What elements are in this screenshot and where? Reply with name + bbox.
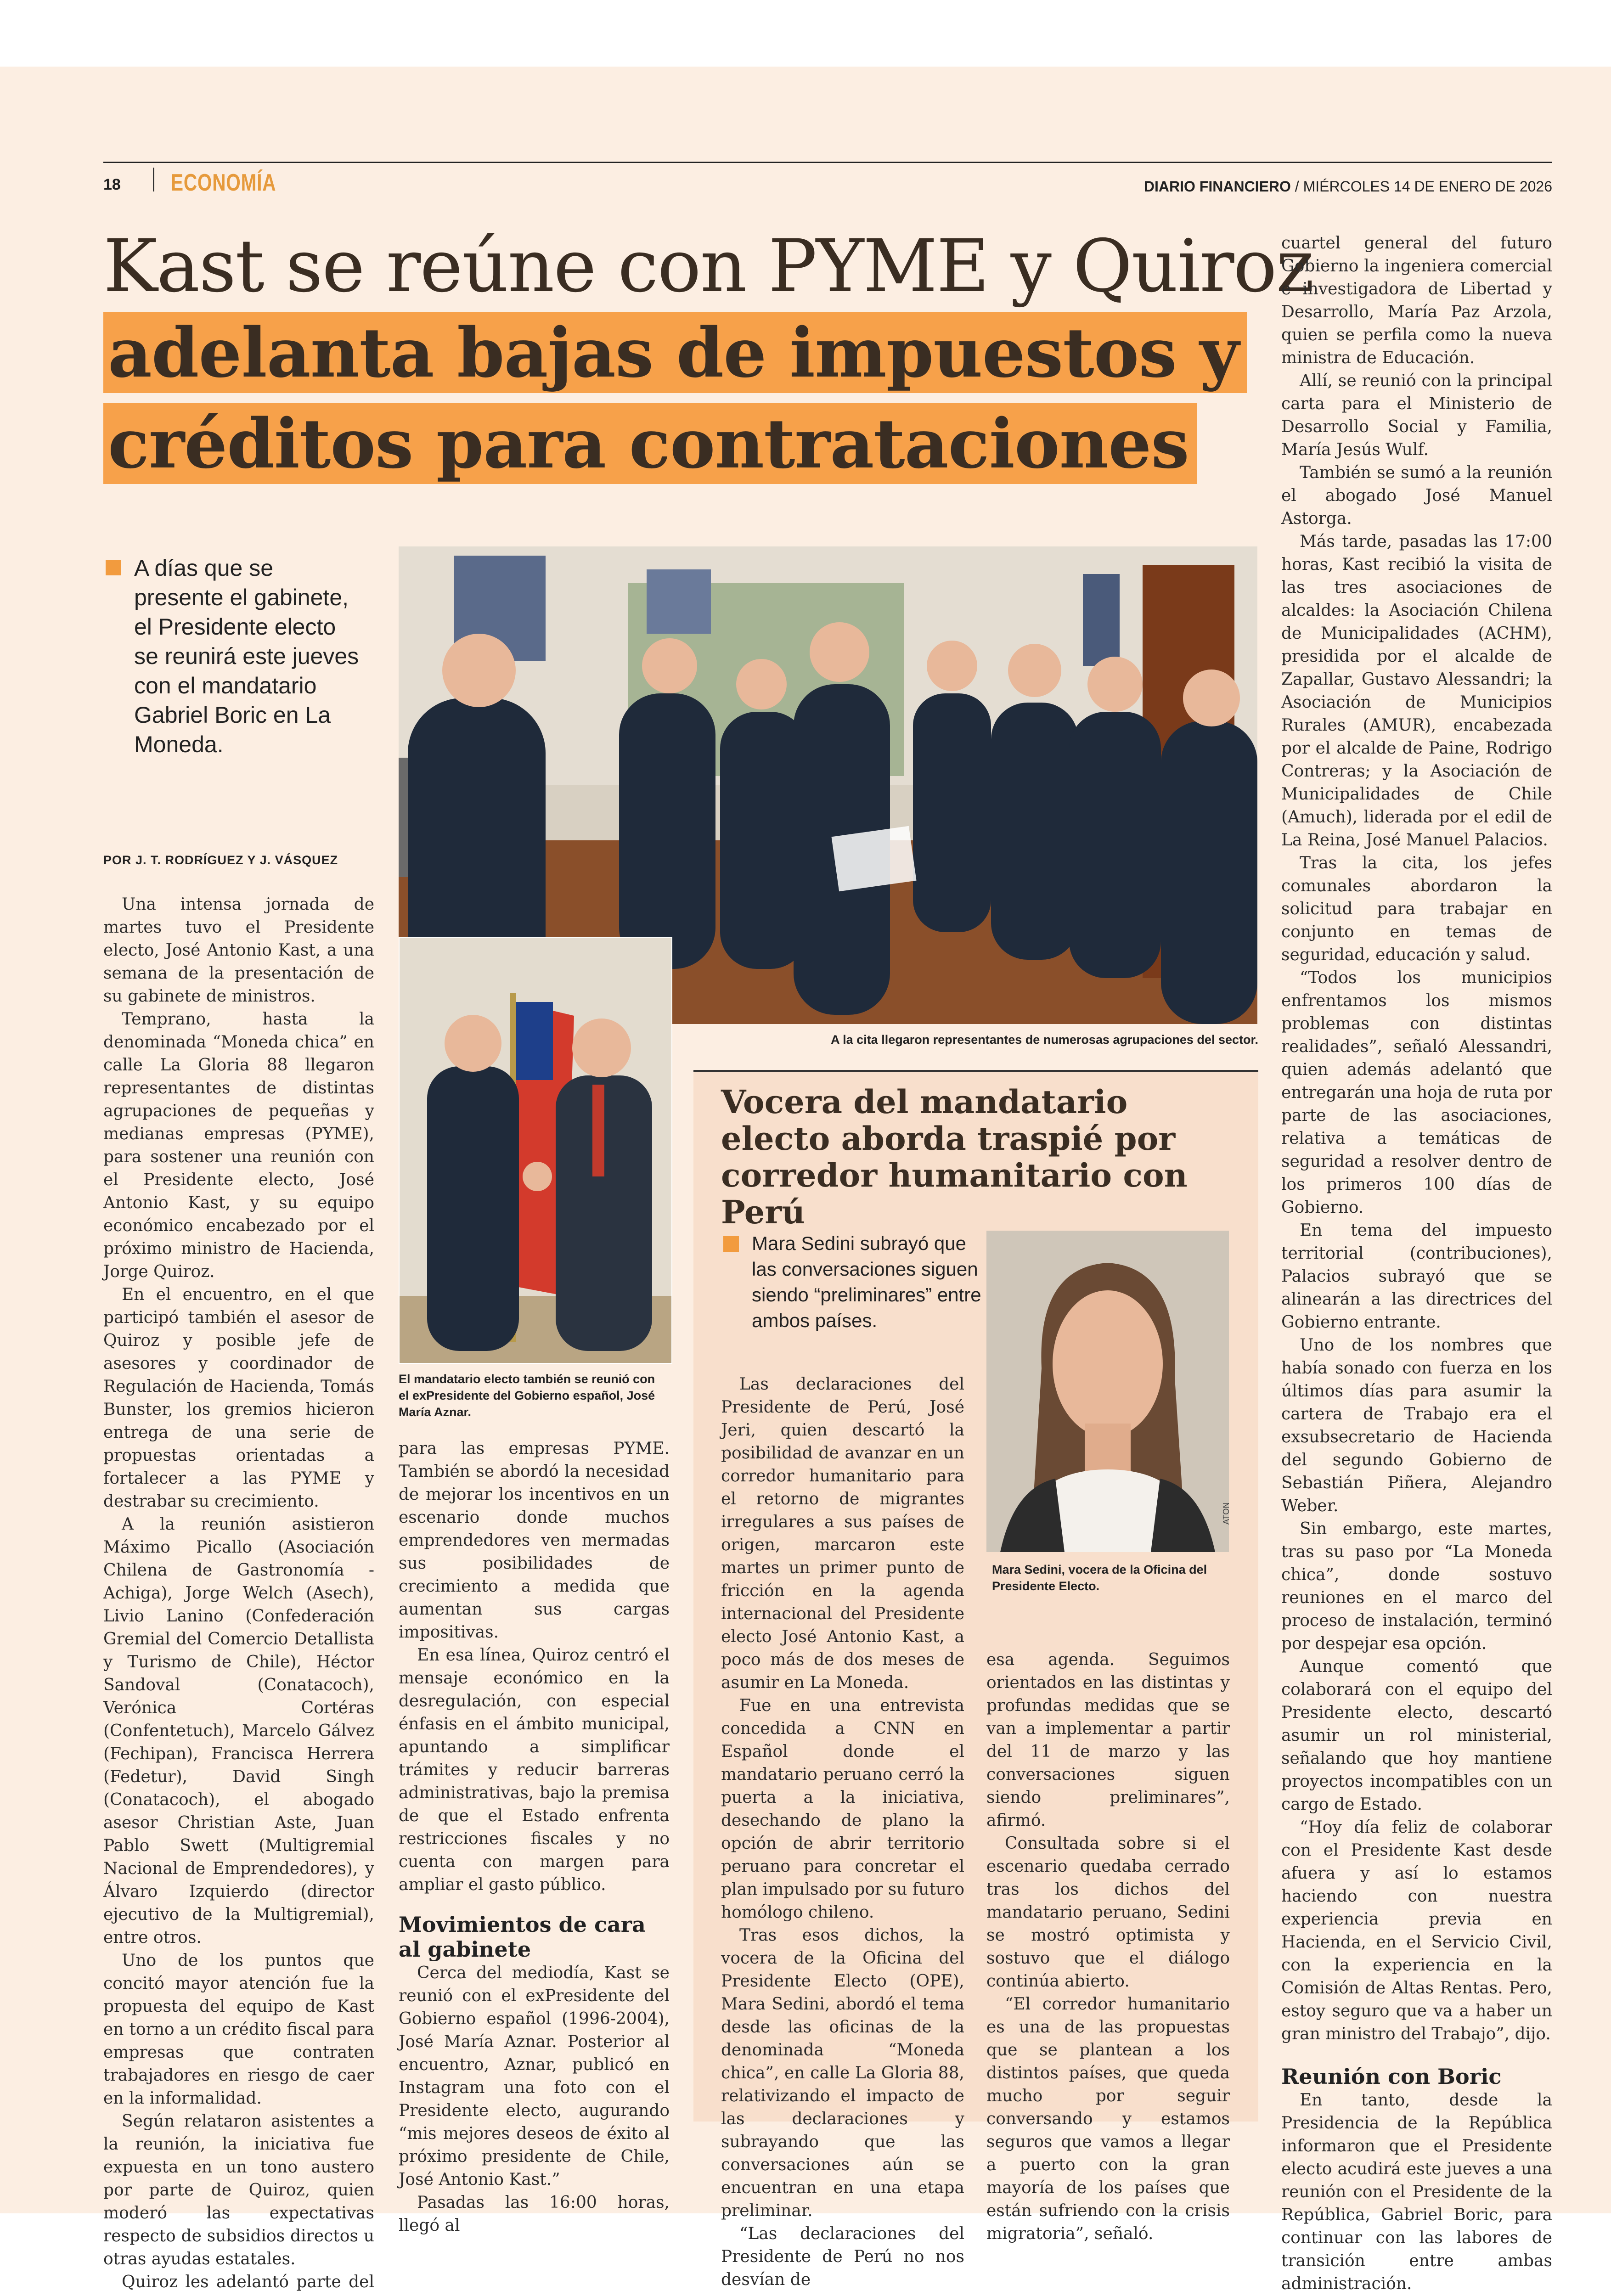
body-column-4 bbox=[1281, 232, 1552, 2296]
paragraph: “Todos los municipios enfrentamos los mismos problemas con distintas realidades”, señaló Alessandri, quien además adelantó que entregarán una hoja de ruta por parte de las asociaciones, relativa a temáticas de seguridad a resolver dentro de los primeros 100 días de Gobierno. bbox=[1281, 968, 1552, 1217]
subhead-gabinete: Movimientos de cara al gabinete bbox=[399, 1912, 646, 1962]
paragraph: Uno de los puntos que concitó mayor atención fue la propuesta del equipo de Kast en torno a un crédito fiscal para empresas que contraten trabajadores en riesgo de caer en la informalidad. bbox=[103, 1951, 374, 2108]
paragraph: Consultada sobre si el escenario quedaba cerrado tras los dichos del mandatario peruano, Sedini se mostró optimista y sostuvo que el diálogo continúa abierto. bbox=[986, 1834, 1230, 1991]
paragraph: Tras la cita, los jefes comunales abordaron la solicitud para trabajar en conjunto en temas de seguridad, educación y salud. bbox=[1281, 854, 1552, 964]
paragraph: Fue en una entrevista concedida a CNN en Español donde el mandatario peruano cerró la puerta a la iniciativa, desechando de plano la opción de abrir territorio peruano para concretar el plan impulsado por su futuro homólogo chileno. bbox=[721, 1696, 964, 1922]
paragraph: A la reunión asistieron Máximo Picallo (Asociación Chilena de Gastronomía -Achiga), Jorge Welch (Asech), Livio Lanino (Confederación Gremial del Comercio Detallista y Turismo de Chile), Héctor Sandoval (Conatacoch), Verónica Cortéras (Confentetuch), Marcelo Gálvez (Fechipan), Francisca Herrera (Fedetur), David Singh (Conatacoch), el abogado asesor Christian Aste, Juan Pablo Swett (Multigremial Nacional de Emprendedores), y Álvaro Izquierdo (director ejecutivo de la Multigremial), entre otros. bbox=[103, 1515, 374, 1947]
dateline: DIARIO FINANCIERO / MIÉRCOLES 14 DE ENERO DE 2026 bbox=[1143, 178, 1552, 195]
paragraph: En el encuentro, en el que participó también el asesor de Quiroz y posible jefe de asesores y coordinador de Regulación de Hacienda, Tomás Bunster, los gremios hicieron entrega de una serie de propuestas orientadas a fortalecer a las PYME y destrabar su crecimiento. bbox=[103, 1285, 374, 1511]
sidebar-lede-text: Mara Sedini subrayó que las conversaciones siguen siendo “preliminares” entre ambos países. bbox=[752, 1232, 981, 1331]
handshake-photo-illustration bbox=[400, 938, 671, 1363]
sedini-photo-caption: Mara Sedini, vocera de la Oficina del Presidente Electo. bbox=[992, 1563, 1207, 1593]
page-number: 18 bbox=[103, 176, 121, 193]
paragraph: Temprano, hasta la denominada “Moneda chica” en calle La Gloria 88 llegaron representantes de distintas agrupaciones de pequeñas y medianas empresas (PYME), para sostener una reunión con el Presidente electo, José Antonio Kast, y su equipo económico encabezado por el próximo ministro de Hacienda, Jorge Quiroz. bbox=[103, 1010, 374, 1281]
main-photo-caption: A la cita llegaron representantes de numerosas agrupaciones del sector. bbox=[831, 1033, 1258, 1047]
paragraph: para las empresas PYME. También se abordó la necesidad de mejorar los incentivos en un escenario donde muchos emprendedores ven mermadas sus posibilidades de crecimiento a medida que aumentan sus cargas impositivas. bbox=[399, 1439, 670, 1642]
sedini-photo bbox=[986, 1231, 1229, 1552]
paragraph: Tras esos dichos, la vocera de la Oficina del Presidente Electo (OPE), Mara Sedini, abordó el tema desde las oficinas de la denominada “Moneda chica”, en calle La Gloria 88, relativizando el impacto de las declaraciones y subrayando que las conversaciones aún se encuentran en una etapa preliminar. bbox=[721, 1926, 964, 2220]
paragraph: Allí, se reunió con la principal carta para el Ministerio de Desarrollo Social y Familia, María Jesús Wulf. bbox=[1281, 371, 1552, 459]
section-label: ECONOMÍA bbox=[171, 169, 276, 196]
body-column-2 bbox=[399, 1437, 670, 2237]
paragraph: Pasadas las 16:00 horas, llegó al bbox=[399, 2193, 670, 2235]
paragraph: En esa línea, Quiroz centró el mensaje económico en la desregulación, con especial énfasis en el ámbito municipal, apuntando a simplificar trámites y reducir barreras administrativas, bajo la premisa de que el Estado enfrenta restricciones fiscales y no cuenta con margen para ampliar el gasto público. bbox=[399, 1646, 670, 1894]
byline: POR J. T. RODRÍGUEZ Y J. VÁSQUEZ bbox=[103, 853, 338, 867]
paragraph: “Hoy día feliz de colaborar con el Presidente Kast desde afuera y así lo estamos haciendo con nuestra experiencia previa en Hacienda, en el Servicio Civil, con la experiencia en la Comisión de Altas Rentas. Pero, estoy seguro que va a haber un gran ministro del Trabajo”, dijo. bbox=[1281, 1818, 1552, 2043]
sidebar-rule bbox=[693, 1070, 1258, 1072]
headline-line-3: créditos para contrataciones bbox=[103, 403, 1197, 484]
headline bbox=[103, 220, 1313, 494]
sidebar-column-2 bbox=[986, 1649, 1230, 2245]
paragraph: Sin embargo, este martes, tras su paso por “La Moneda chica”, donde sostuvo reuniones en el marco del proceso de instalación, terminó por despejar esa opción. bbox=[1281, 1519, 1552, 1653]
publication-name: DIARIO FINANCIERO bbox=[1143, 178, 1291, 195]
paragraph: esa agenda. Seguimos orientados en las distintas y profundas medidas que se van a implementar a partir del 11 de marzo y las conversaciones siguen siendo preliminares”, afirmó. bbox=[986, 1650, 1230, 1830]
lede-text: A días que se presente el gabinete, el Presidente electo se reunirá este jueves con el mandatario Gabriel Boric en La Moneda. bbox=[134, 555, 359, 757]
paragraph: En tanto, desde la Presidencia de la República informaron que el Presidente electo acudirá este jueves a una reunión con el Presidente de la República, Gabriel Boric, para continuar con las labores de transición entre ambas administración. bbox=[1281, 2091, 1552, 2293]
paragraph: También se sumó a la reunión el abogado José Manuel Astorga. bbox=[1281, 463, 1552, 528]
paragraph: cuartel general del futuro Gobierno la ingeniera comercial e investigadora de Libertad y Desarrollo, María Paz Arzola, quien se perfila como la nueva ministra de Educación. bbox=[1281, 234, 1552, 367]
header-rule bbox=[103, 162, 1552, 163]
paragraph: Según relataron asistentes a la reunión, la iniciativa fue expuesta en un tono austero por parte de Quiroz, quien moderó las expectativas respecto de subsidios directos u otras ayudas estatales. bbox=[103, 2112, 374, 2268]
body-column-1 bbox=[103, 893, 374, 2296]
aznar-photo bbox=[399, 937, 672, 1364]
aznar-photo-caption: El mandatario electo también se reunió con el exPresidente del Gobierno español, José María Aznar. bbox=[399, 1372, 655, 1419]
headline-line-1: Kast se reúne con PYME y Quiroz bbox=[103, 224, 1313, 309]
portrait-illustration bbox=[986, 1231, 1229, 1552]
paragraph: Una intensa jornada de martes tuvo el Presidente electo, José Antonio Kast, a una semana de la presentación de su gabinete de ministros. bbox=[103, 895, 374, 1006]
paragraph: Las declaraciones del Presidente de Perú, José Jeri, quien descartó la posibilidad de avanzar en un corredor humanitario para el retorno de migrantes irregulares a sus países de origen, marcaron este martes un primer punto de fricción en la agenda internacional del Presidente electo José Antonio Kast, a poco más de dos meses de asumir en La Moneda. bbox=[721, 1375, 964, 1692]
paragraph: Más tarde, pasadas las 17:00 horas, Kast recibió la visita de las tres asociaciones de alcaldes: la Asociación Chilena de Municipalidades (ACHM), presidida por el alcalde de Zapallar, Gustavo Alessandri; la Asociación de Municipios Rurales (AMUR), encabezada por el alcalde de Paine, Rodrigo Contreras; y la Asociación de Municipalidades de Chile (Amuch), liderada por el edil de La Reina, José Manuel Palacios. bbox=[1281, 532, 1552, 850]
bullet-square-icon bbox=[106, 560, 121, 575]
photo-credit: ATON bbox=[1222, 1502, 1231, 1525]
subhead-boric: Reunión con Boric bbox=[1281, 2064, 1502, 2089]
paragraph: “El corredor humanitario es una de las propuestas que se plantean a los distintos países, que queda mucho por seguir conversando y estamos seguros que vamos a llegar a puerto con la gran mayoría de los países que están sufriendo con la crisis migratoria”, señaló. bbox=[986, 1995, 1230, 2243]
sidebar-title: Vocera del mandatario electo aborda traspié por corredor humanitario con Perú bbox=[721, 1083, 1188, 1231]
bullet-square-icon bbox=[723, 1236, 739, 1252]
headline-line-2: adelanta bajas de impuestos y bbox=[103, 312, 1247, 393]
paragraph: Aunque comentó que colaborará con el equipo del Presidente electo, descartó asumir un rol ministerial, señalando que hoy mantiene proyectos incompatibles con un cargo de Estado. bbox=[1281, 1657, 1552, 1814]
publication-date: MIÉRCOLES 14 DE ENERO DE 2026 bbox=[1303, 178, 1552, 195]
paragraph: Quiroz les adelantó parte del bbox=[122, 2273, 374, 2291]
paragraph: Cerca del mediodía, Kast se reunió con el exPresidente del Gobierno español (1996-2004), José María Aznar. Posterior al encuentro, Aznar, publicó en Instagram una foto con el Presidente electo, augurando “mis mejores deseos de éxito al próximo presidente de Chile, José Antonio Kast.” bbox=[399, 1964, 670, 2189]
sidebar-column-1 bbox=[721, 1373, 964, 2291]
header-separator bbox=[153, 168, 154, 191]
paragraph: “Las declaraciones del Presidente de Perú no nos desvían de bbox=[721, 2224, 964, 2289]
paragraph: Uno de los nombres que había sonado con fuerza en los últimos días para asumir la cartera de Trabajo era el exsubsecretario de Hacienda del segundo Gobierno de Sebastián Piñera, Alejandro Weber. bbox=[1281, 1336, 1552, 1515]
paragraph: En tema del impuesto territorial (contribuciones), Palacios subrayó que se alinearán a las directrices del Gobierno entrante. bbox=[1281, 1221, 1552, 1332]
